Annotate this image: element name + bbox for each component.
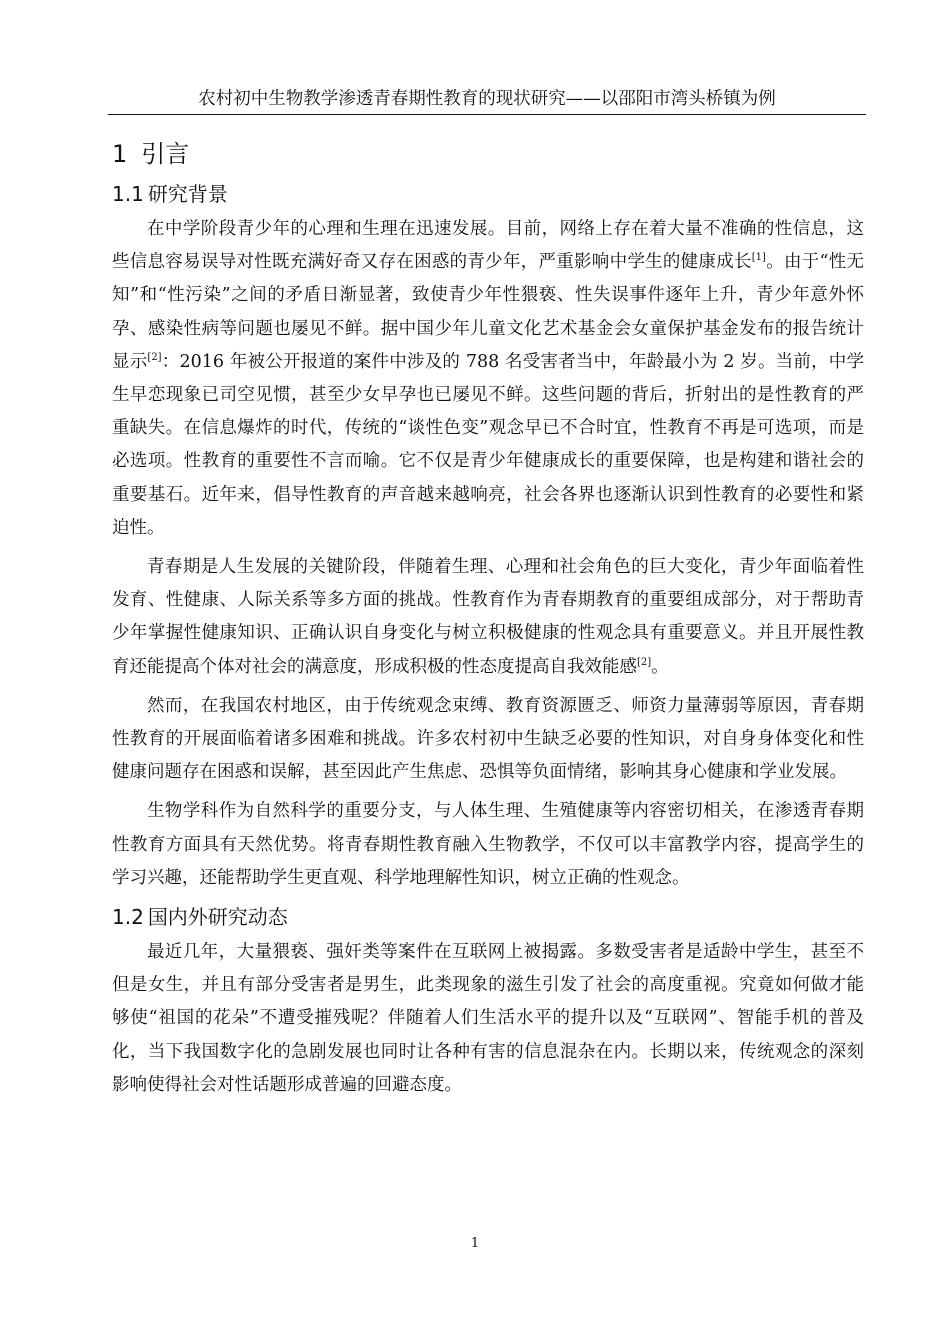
paragraph-text: 在中学阶段青少年的心理和生理在迅速发展。目前，网络上存在着大量不准确的性信息，这些信息容易误导对性既充满好奇又存在困惑的青少年，严重影响中学生的健康成长 [112, 219, 864, 273]
section-1-1-heading [112, 178, 864, 210]
page-number: 1 [470, 1236, 480, 1251]
paragraph-background-3: 然而，在我国农村地区，由于传统观念束缚、教育资源匮乏、师资力量薄弱等原因，青春期性教育的开展面临着诸多困难和挑战。许多农村初中生缺乏必要的性知识，对自身身体变化和性健康问题存在困惑和误解，甚至因此产生焦虑、恐惧等负面情绪，影响其身心健康和学业发展。 [112, 695, 864, 783]
section-1-1-number: 1.1 [112, 182, 144, 206]
paragraph-text: 青春期是人生发展的关键阶段，伴随着生理、心理和社会角色的巨大变化，青少年面临着性发育、性健康、人际关系等多方面的挑战。性教育作为青春期教育的重要组成部分，对于帮助青少年掌握性健康知识、正确认识自身变化与树立积极健康的性观念具有重要意义。并且开展性教育还能提高个体对社会的满意度，形成积极的性态度提高自我效能感 [112, 557, 864, 677]
section-1-title: 引言 [141, 140, 190, 168]
section-1-2-number: 1.2 [112, 905, 144, 930]
section-1-number: 1 [112, 140, 128, 168]
paragraph-text: 。由于“性无知”和“性污染”之间的矛盾日渐显著，致使青少年性猥亵、性失误事件逐年上升，青少年意外怀孕、感染性病等问题也屡见不鲜。据中国少年儿童文化艺术基金会女童保护基金发布的报告统计显示 [112, 252, 864, 372]
page-content [112, 134, 864, 1102]
section-1-heading [112, 134, 864, 174]
citation-1: [1] [751, 252, 766, 264]
header-rule [108, 114, 866, 115]
citation-2-repeat: [2] [637, 656, 652, 668]
paragraph-background-4: 生物学科作为自然科学的重要分支，与人体生理、生殖健康等内容密切相关，在渗透青春期性教育方面具有天然优势。将青春期性教育融入生物教学，不仅可以丰富教学内容，提高学生的学习兴趣，还能帮助学生更直观、科学地理解性知识，树立正确的性观念。 [112, 801, 864, 888]
paragraph-background-1 [112, 213, 864, 545]
citation-2: [2] [147, 351, 162, 363]
section-1-1-title: 研究背景 [147, 182, 228, 206]
paragraph-text: 。 [651, 656, 669, 677]
paragraph-text: ：2016 年被公开报道的案件中涉及的 788 名受害者当中，年龄最小为 2 岁。当前，中学生早恋现象已司空见惯，甚至少女早孕也已屡见不鲜。这些问题的背后，折射出的是性教育的严重缺失。在信息爆炸的时代，传统的“谈性色变”观念早已不合时宜，性教育不再是可选项，而是必选项。性教育的重要性不言而喻。它不仅是青少年健康成长的重要保障，也是构建和谐社会的重要基石。近年来，倡导性教育的声音越来越响亮，社会各界也逐渐认识到性教育的必要性和紧迫性。 [112, 351, 864, 538]
running-header: 农村初中生物教学渗透青春期性教育的现状研究——以邵阳市湾头桥镇为例 [198, 89, 776, 109]
paragraph-research-status-1: 最近几年，大量猥亵、强奸类等案件在互联网上被揭露。多数受害者是适龄中学生，甚至不但是女生，并且有部分受害者是男生，此类现象的滋生引发了社会的高度重视。究竟如何做才能够使“祖国的花朵”不遭受摧残呢？伴随着人们生活水平的提升以及“互联网”、智能手机的普及化，当下我国数字化的急剧发展也同时让各种有害的信息混杂在内。长期以来，传统观念的深刻影响使得社会对性话题形成普遍的回避态度。 [112, 942, 864, 1095]
paragraph-background-2 [112, 551, 864, 684]
section-1-2-heading [112, 901, 864, 933]
section-1-2-title: 国内外研究动态 [147, 905, 288, 930]
